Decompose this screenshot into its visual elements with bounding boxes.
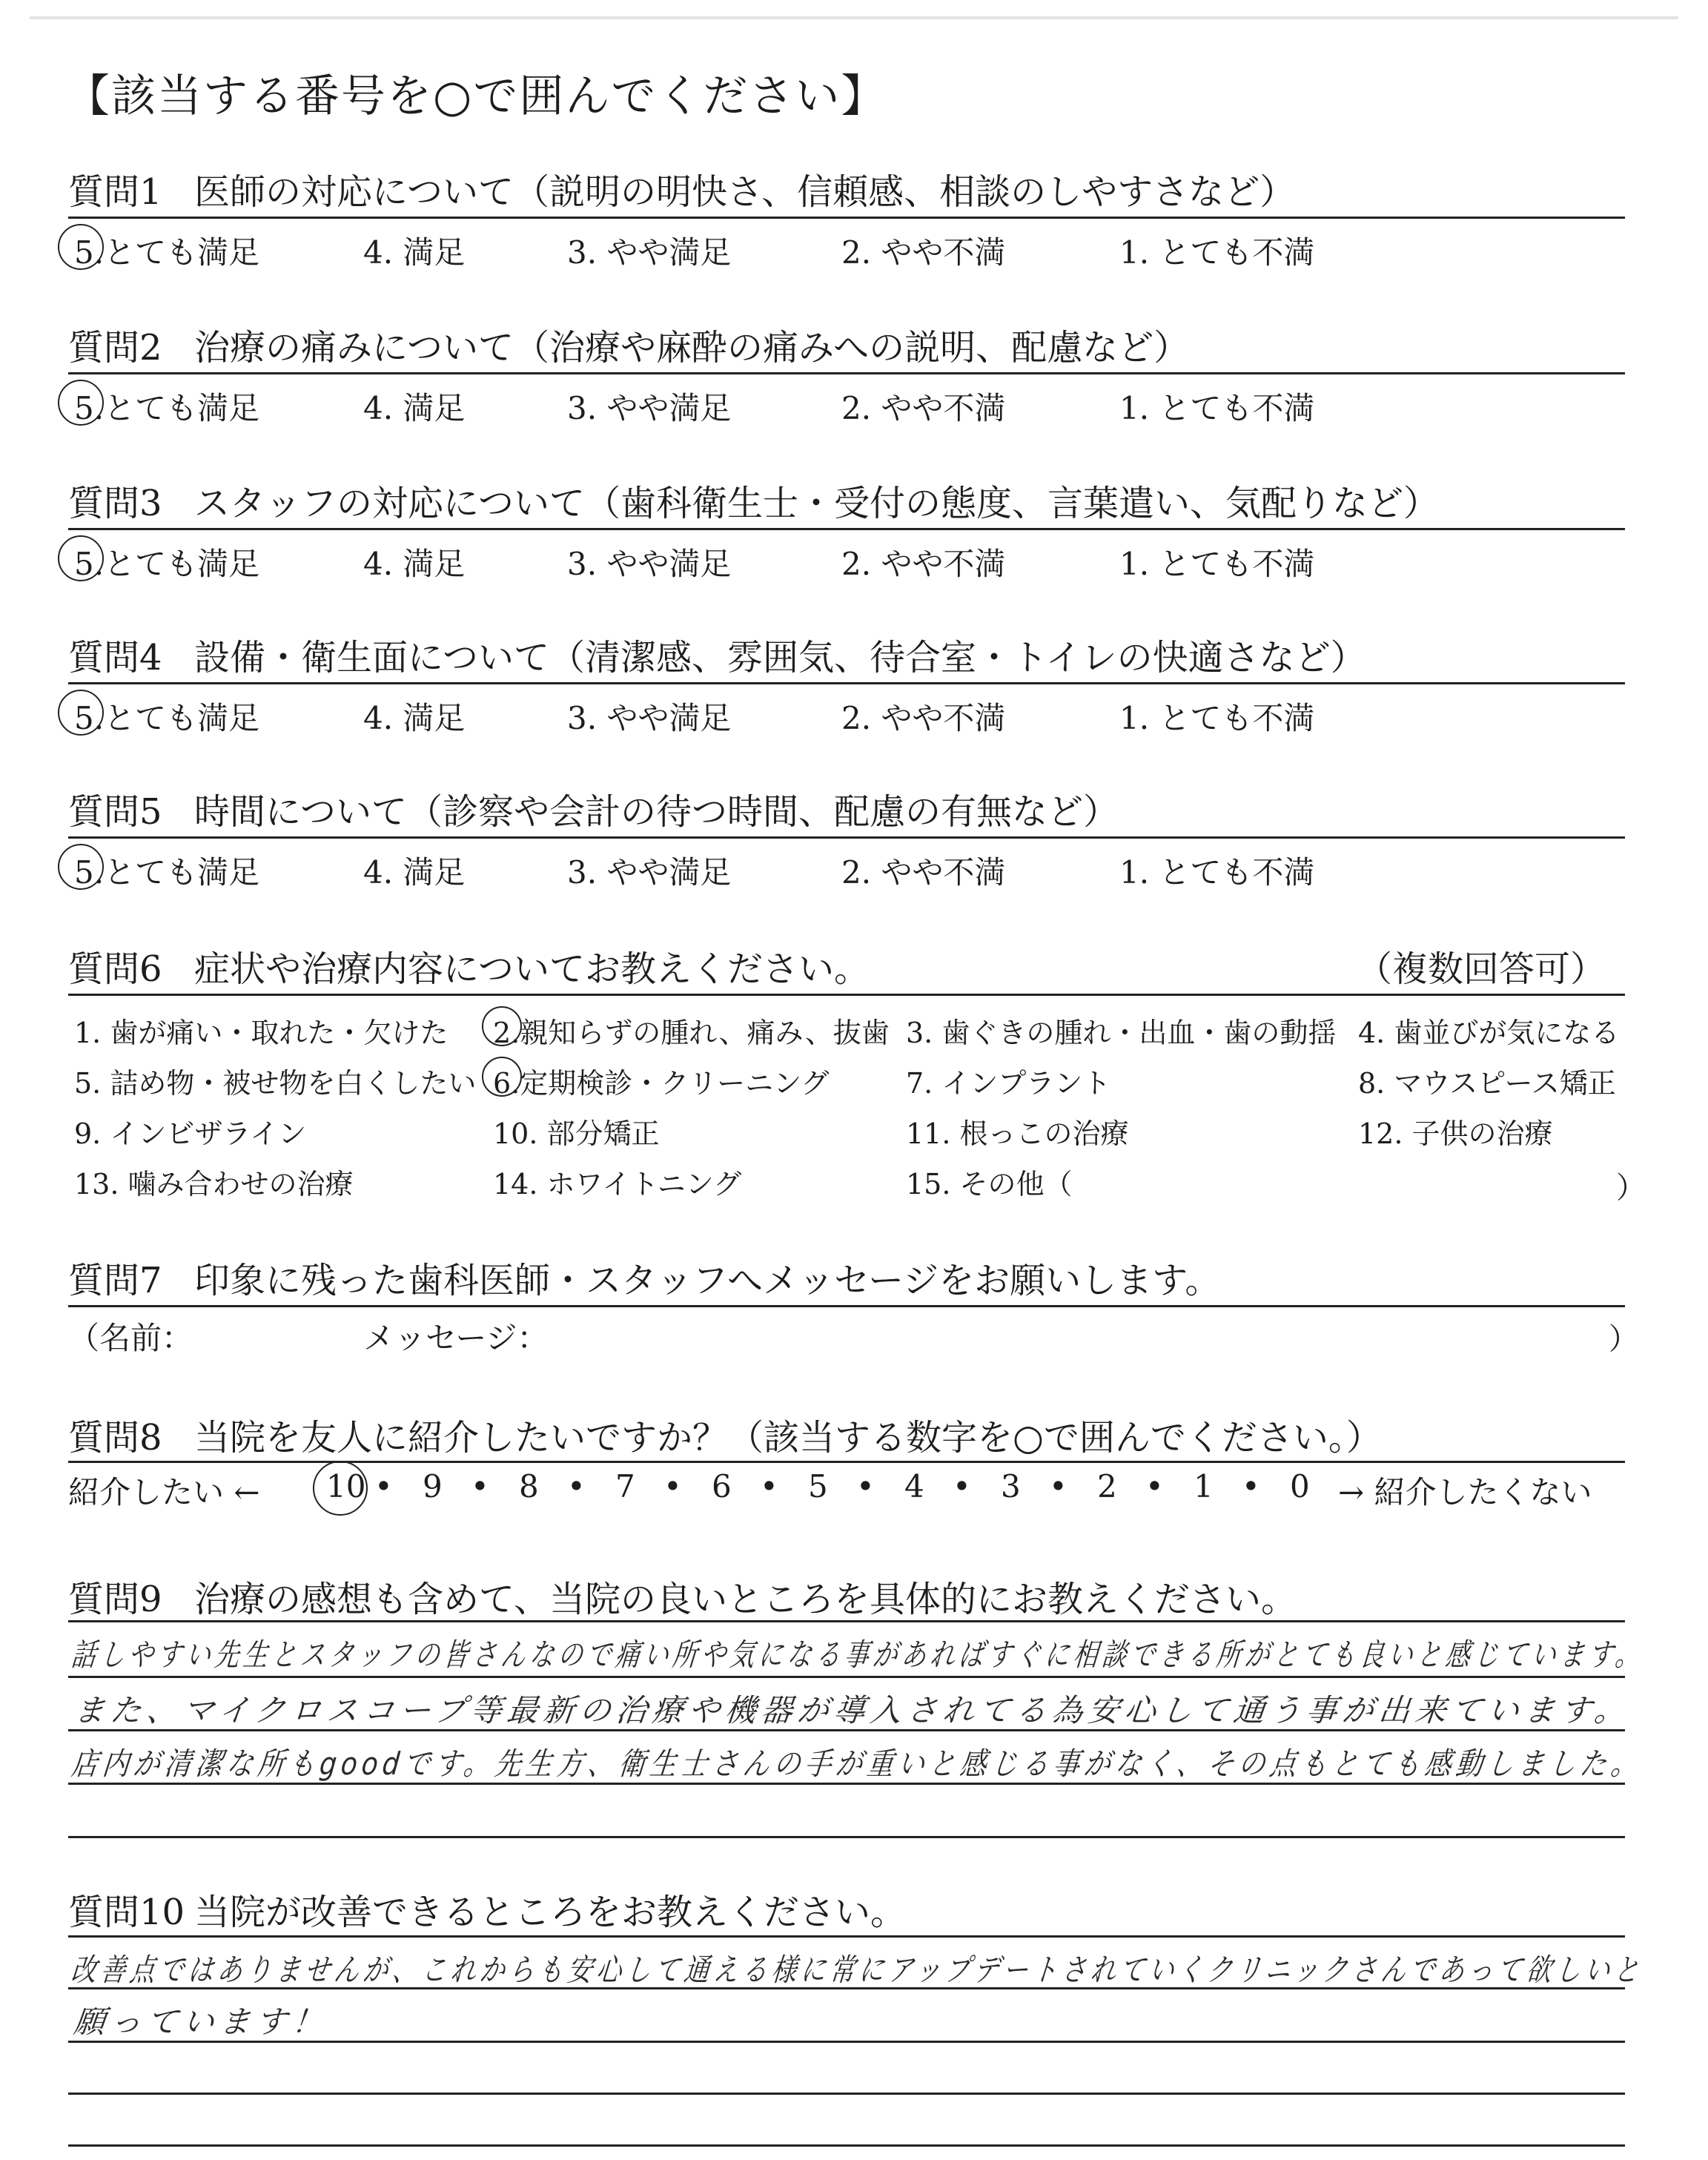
question-5-number: 質問5 bbox=[68, 791, 162, 833]
question-5-option-2[interactable]: 2. やや不満 bbox=[841, 854, 1006, 891]
question-6-item-6[interactable]: 6.定期検診・クリーニング bbox=[493, 1067, 830, 1100]
question-6-item-14[interactable]: 14. ホワイトニング bbox=[493, 1168, 742, 1200]
question-8-scale-2[interactable]: 2 bbox=[1097, 1468, 1117, 1505]
question-1-heading bbox=[68, 163, 1295, 214]
question-3-option-5[interactable]: 5.とても満足 bbox=[74, 546, 260, 582]
question-8-scale-0[interactable]: 0 bbox=[1290, 1468, 1310, 1505]
question-2-heading bbox=[68, 319, 1189, 370]
question-9-text: 治療の感想も含めて、当院の良いところを具体的にお教えください。 bbox=[194, 1579, 1297, 1620]
question-5-rule bbox=[68, 836, 1625, 839]
question-6-item-7[interactable]: 7. インプラント bbox=[906, 1067, 1111, 1100]
question-8-scale-4[interactable]: 4 bbox=[904, 1468, 924, 1505]
question-6-rule bbox=[68, 994, 1625, 996]
question-10-answer-rule-4 bbox=[68, 2144, 1625, 2147]
question-9-heading bbox=[68, 1571, 1297, 1622]
question-1-text: 医師の対応について（説明の明快さ、信頼感、相談のしやすさなど） bbox=[194, 171, 1296, 213]
question-4-heading bbox=[68, 629, 1366, 680]
question-9-answer-rule-4 bbox=[68, 1836, 1625, 1838]
question-8-scale-10[interactable]: 10 bbox=[326, 1468, 366, 1505]
question-6-number: 質問6 bbox=[68, 948, 162, 990]
question-3-heading bbox=[68, 475, 1439, 526]
question-1-rule bbox=[68, 217, 1625, 219]
question-7-message-label: メッセージ： bbox=[363, 1320, 549, 1356]
question-6-selection-circle-2 bbox=[482, 1006, 522, 1046]
question-10-answer-line: 改善点ではありませんが、これからも安心して通える様に常にアップデートされていくクリニックさんであって欲しいと bbox=[70, 1952, 1646, 1988]
question-6-selection-circle-6 bbox=[482, 1057, 522, 1097]
question-1-option-3[interactable]: 3. やや満足 bbox=[567, 234, 732, 271]
question-8-scale-dot: • bbox=[374, 1468, 393, 1505]
question-10-answer-rule-0 bbox=[68, 1935, 1625, 1938]
question-6-item-2[interactable]: 2.親知らずの腫れ、痛み、抜歯 bbox=[493, 1017, 890, 1049]
question-6-item-8[interactable]: 8. マウスピース矯正 bbox=[1358, 1067, 1616, 1100]
question-1-number: 質問1 bbox=[68, 171, 162, 213]
question-2-selection-circle bbox=[58, 380, 104, 426]
question-8-selection-circle bbox=[313, 1461, 368, 1516]
question-8-scale-5[interactable]: 5 bbox=[808, 1468, 828, 1505]
question-10-text: 当院が改善できるところをお教えください。 bbox=[194, 1892, 907, 1933]
question-5-option-5[interactable]: 5.とても満足 bbox=[74, 854, 260, 891]
question-8-scale-dot: • bbox=[856, 1468, 875, 1505]
question-7-text: 印象に残った歯科医師・スタッフへメッセージをお願いします。 bbox=[194, 1260, 1221, 1301]
question-7-close-paren: ） bbox=[1609, 1322, 1638, 1356]
question-5-option-3[interactable]: 3. やや満足 bbox=[567, 854, 732, 891]
question-1-option-1[interactable]: 1. とても不満 bbox=[1119, 234, 1315, 271]
question-8-scale-dot: • bbox=[567, 1468, 586, 1505]
page-title: 【該当する番号を○で囲んでください】 bbox=[65, 70, 887, 122]
question-4-text: 設備・衛生面について（清潔感、雰囲気、待合室・トイレの快適さなど） bbox=[194, 637, 1366, 678]
question-8-left-label: 紹介したい ← bbox=[68, 1474, 260, 1510]
question-5-option-4[interactable]: 4. 満足 bbox=[363, 854, 466, 891]
question-8-heading bbox=[68, 1409, 1382, 1460]
question-10-number: 質問10 bbox=[68, 1892, 185, 1933]
question-8-scale-dot: • bbox=[1145, 1468, 1164, 1505]
question-4-option-4[interactable]: 4. 満足 bbox=[363, 700, 466, 736]
question-8-scale-1[interactable]: 1 bbox=[1194, 1468, 1214, 1505]
question-8-scale-dot: • bbox=[471, 1468, 489, 1505]
question-4-option-2[interactable]: 2. やや不満 bbox=[841, 700, 1006, 736]
question-3-selection-circle bbox=[58, 535, 104, 581]
question-2-option-4[interactable]: 4. 満足 bbox=[363, 390, 466, 426]
question-1-option-4[interactable]: 4. 満足 bbox=[363, 234, 466, 271]
question-6-note: （複数回答可） bbox=[1357, 948, 1606, 990]
question-8-scale-dot: • bbox=[663, 1468, 682, 1505]
question-6-item-12[interactable]: 12. 子供の治療 bbox=[1358, 1117, 1553, 1150]
question-6-item-1[interactable]: 1. 歯が痛い・取れた・欠けた bbox=[74, 1017, 448, 1049]
question-1-option-2[interactable]: 2. やや不満 bbox=[841, 234, 1006, 271]
question-8-scale-dot: • bbox=[1049, 1468, 1068, 1505]
question-1-selection-circle bbox=[58, 224, 104, 270]
question-10-answer-line: 願っています！ bbox=[72, 2004, 331, 2040]
question-2-text: 治療の痛みについて（治療や麻酔の痛みへの説明、配慮など） bbox=[194, 327, 1190, 369]
question-3-text: スタッフの対応について（歯科衛生士・受付の態度、言葉遣い、気配りなど） bbox=[194, 483, 1440, 524]
question-8-scale-7[interactable]: 7 bbox=[615, 1468, 635, 1505]
question-3-option-3[interactable]: 3. やや満足 bbox=[567, 546, 732, 582]
question-3-number: 質問3 bbox=[68, 483, 162, 524]
question-6-item-3[interactable]: 3. 歯ぐきの腫れ・出血・歯の動揺 bbox=[906, 1017, 1337, 1049]
question-3-option-1[interactable]: 1. とても不満 bbox=[1119, 546, 1315, 582]
question-2-option-2[interactable]: 2. やや不満 bbox=[841, 390, 1006, 426]
question-5-heading bbox=[68, 783, 1119, 834]
question-2-option-3[interactable]: 3. やや満足 bbox=[567, 390, 732, 426]
question-6-text: 症状や治療内容についてお教えください。 bbox=[194, 948, 870, 990]
question-2-number: 質問2 bbox=[68, 327, 162, 369]
question-6-item-15[interactable]: 15. その他（ bbox=[906, 1168, 1073, 1200]
question-8-scale-3[interactable]: 3 bbox=[1001, 1468, 1021, 1505]
question-6-heading bbox=[68, 940, 870, 991]
question-8-right-label: → 紹介したくない bbox=[1338, 1474, 1592, 1510]
question-3-option-4[interactable]: 4. 満足 bbox=[363, 546, 466, 582]
question-8-scale-9[interactable]: 9 bbox=[423, 1468, 443, 1505]
question-4-selection-circle bbox=[58, 690, 104, 736]
question-8-scale-dot: • bbox=[760, 1468, 778, 1505]
question-6-item-10[interactable]: 10. 部分矯正 bbox=[493, 1117, 660, 1150]
question-2-option-1[interactable]: 1. とても不満 bbox=[1119, 390, 1315, 426]
question-8-scale-8[interactable]: 8 bbox=[519, 1468, 539, 1505]
question-9-answer-rule-1 bbox=[68, 1676, 1625, 1678]
question-8-scale-6[interactable]: 6 bbox=[712, 1468, 732, 1505]
question-7-rule bbox=[68, 1305, 1625, 1307]
question-8-scale-dot: • bbox=[1242, 1468, 1260, 1505]
question-8-scale-dot: • bbox=[953, 1468, 971, 1505]
question-7-name-label: （名前： bbox=[68, 1320, 193, 1356]
question-5-selection-circle bbox=[58, 844, 104, 890]
question-8-rule bbox=[68, 1461, 1625, 1463]
question-6-item-13[interactable]: 13. 噛み合わせの治療 bbox=[74, 1168, 354, 1200]
question-2-option-5[interactable]: 5.とても満足 bbox=[74, 390, 260, 426]
question-9-answer-line: また、マイクロスコープ等最新の治療や機器が導入されてる為安心して通う事が出来ています。 bbox=[72, 1692, 1633, 1728]
question-9-answer-line: 店内が清潔な所もgoodです。先生方、衛生士さんの手が重いと感じる事がなく、その点もとても感動しました。 bbox=[70, 1745, 1644, 1782]
question-9-answer-rule-0 bbox=[68, 1620, 1625, 1622]
question-10-answer-rule-3 bbox=[68, 2093, 1625, 2095]
question-6-item-11[interactable]: 11. 根っこの治療 bbox=[906, 1117, 1129, 1150]
question-6-item-4[interactable]: 4. 歯並びが気になる bbox=[1358, 1017, 1620, 1049]
question-10-heading bbox=[68, 1883, 906, 1935]
question-6-item-5[interactable]: 5. 詰め物・被せ物を白くしたい bbox=[74, 1067, 477, 1100]
question-4-option-5[interactable]: 5.とても満足 bbox=[74, 700, 260, 736]
question-7-number: 質問7 bbox=[68, 1260, 162, 1301]
question-5-text: 時間について（診察や会計の待つ時間、配慮の有無など） bbox=[194, 791, 1119, 833]
question-7-heading bbox=[68, 1252, 1220, 1303]
question-6-other-close-paren: ） bbox=[1616, 1171, 1646, 1205]
question-4-number: 質問4 bbox=[68, 637, 162, 678]
question-8-number: 質問8 bbox=[68, 1417, 162, 1459]
question-3-rule bbox=[68, 528, 1625, 530]
question-4-option-1[interactable]: 1. とても不満 bbox=[1119, 700, 1315, 736]
question-4-rule bbox=[68, 682, 1625, 684]
question-5-option-1[interactable]: 1. とても不満 bbox=[1119, 854, 1315, 891]
question-9-answer-line: 話しやすい先生とスタッフの皆さんなので痛い所や気になる事があればすぐに相談できる所がとても良いと感じています。 bbox=[70, 1636, 1646, 1673]
question-3-option-2[interactable]: 2. やや不満 bbox=[841, 546, 1006, 582]
question-6-item-9[interactable]: 9. インビザライン bbox=[74, 1117, 307, 1150]
question-4-option-3[interactable]: 3. やや満足 bbox=[567, 700, 732, 736]
question-1-option-5[interactable]: 5.とても満足 bbox=[74, 234, 260, 271]
question-8-text: 当院を友人に紹介したいですか？（該当する数字を○で囲んでください。） bbox=[194, 1417, 1382, 1459]
question-2-rule bbox=[68, 372, 1625, 374]
question-9-number: 質問9 bbox=[68, 1579, 162, 1620]
